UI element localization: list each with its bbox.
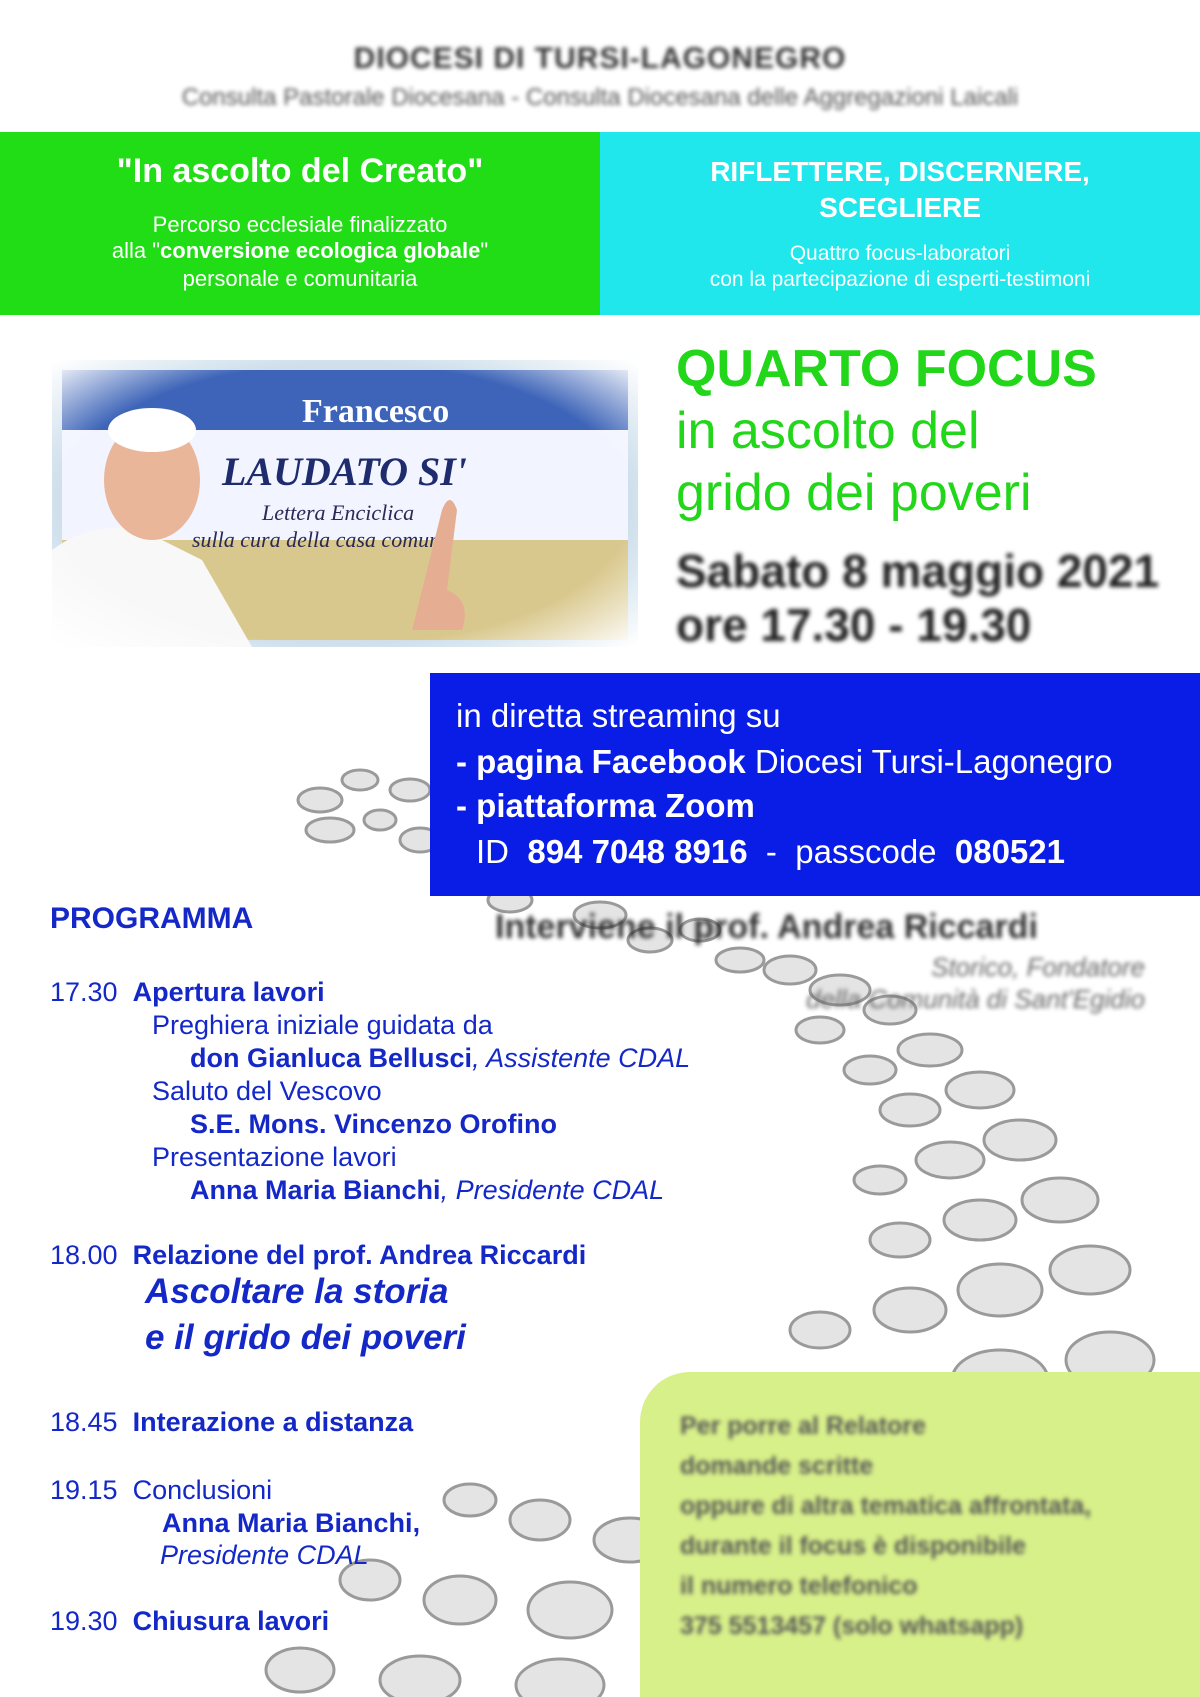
program-person: S.E. Mons. Vincenzo Orofino [190, 1109, 558, 1139]
focus-title-line3: grido dei poveri [676, 464, 1032, 522]
green-box-line2-post: " [480, 238, 489, 263]
speaker-name: Interviene il prof. Andrea Riccardi [495, 908, 1038, 946]
program-person [162, 1508, 420, 1539]
program-title: Relazione del prof. Andrea Riccardi [132, 1240, 587, 1270]
program-item-1915 [50, 1475, 272, 1506]
cyan-box-title1: RIFLETTERE, DISCERNERE, [710, 156, 1090, 187]
streaming-info-box [430, 673, 1200, 896]
streaming-zoom: - piattaforma Zoom [456, 787, 755, 824]
streaming-intro: in diretta streaming su [456, 697, 781, 734]
note-line: il numero telefonico [680, 1572, 918, 1600]
program-item-1845 [50, 1407, 413, 1438]
program-item-1930 [50, 1606, 329, 1637]
green-box-title: "In ascolto del Creato" [116, 152, 484, 190]
note-line: durante il focus è disponibile [680, 1532, 1026, 1560]
green-box-line2 [0, 238, 600, 264]
zoom-passcode-label: passcode [795, 833, 937, 870]
facebook-page-name: Diocesi Tursi-Lagonegro [754, 743, 1113, 780]
program-person [190, 1175, 664, 1206]
talk-title-line1: Ascoltare la storia [145, 1272, 449, 1311]
green-box-line2-pre: alla " [111, 238, 161, 263]
focus-title-line1: QUARTO FOCUS [676, 340, 1097, 398]
note-line: domande scritte [680, 1452, 874, 1480]
program-title: Conclusioni [132, 1475, 273, 1505]
program-title: Apertura lavori [132, 977, 325, 1007]
streaming-facebook [456, 743, 1113, 781]
program-time: 17.30 [50, 977, 118, 1007]
person-name: Anna Maria Bianchi [162, 1508, 413, 1538]
cyan-intro-box [600, 132, 1200, 315]
program-title: Interazione a distanza [132, 1407, 414, 1437]
cyan-box-line2: con la partecipazione di esperti-testimoni [709, 268, 1091, 291]
note-line: oppure di altra tematica affrontata, [680, 1492, 1092, 1520]
speaker-role1: Storico, Fondatore [931, 952, 1145, 982]
green-box-line1: Percorso ecclesiale finalizzato [152, 212, 448, 237]
program-line: Preghiera iniziale guidata da [152, 1010, 493, 1040]
programma-heading: PROGRAMMA [50, 902, 254, 935]
person-name: don Gianluca Bellusci [190, 1043, 473, 1073]
speaker-role2: della Comunità di Sant'Egidio [806, 984, 1145, 1014]
program-time: 18.45 [50, 1407, 118, 1437]
program-time: 19.15 [50, 1475, 118, 1505]
talk-title-line2: e il grido dei poveri [145, 1318, 466, 1357]
note-phone-line: 375 5513457 (solo whatsapp) [680, 1612, 1024, 1640]
zoom-id-value: 894 7048 8916 [527, 833, 748, 870]
zoom-credentials [476, 833, 1065, 871]
green-intro-box [0, 132, 600, 315]
person-name: Anna Maria Bianchi [190, 1175, 441, 1205]
diocese-name: DIOCESI DI TURSI-LAGONEGRO [353, 42, 847, 75]
zoom-id-label: ID [476, 833, 509, 870]
person-role: , [412, 1508, 421, 1538]
program-item-1730 [50, 977, 325, 1008]
program-person [190, 1043, 690, 1074]
facebook-label: - pagina Facebook [456, 743, 746, 780]
cyan-box-title [600, 154, 1200, 226]
program-item-1800 [50, 1240, 586, 1271]
focus-title-line2: in ascolto del [676, 402, 980, 460]
program-line: Presentazione lavori [152, 1142, 397, 1172]
event-time: ore 17.30 - 19.30 [676, 599, 1032, 651]
person-role: , Presidente CDAL [440, 1175, 665, 1205]
contact-note-box [640, 1372, 1200, 1697]
program-time: 18.00 [50, 1240, 118, 1270]
zoom-passcode-value: 080521 [954, 833, 1065, 870]
person-role: , Assistente CDAL [472, 1043, 691, 1073]
green-box-line3: personale e comunitaria [182, 266, 418, 291]
pope-francis-laudato-si-photo [52, 360, 638, 647]
program-person-role: Presidente CDAL [160, 1540, 369, 1570]
diocese-subtitle: Consulta Pastorale Diocesana - Consulta Diocesana delle Aggregazioni Laicali [181, 84, 1019, 111]
cyan-box-title2: SCEGLIERE [819, 192, 981, 223]
program-time: 19.30 [50, 1606, 118, 1636]
note-line: Per porre al Relatore [680, 1412, 926, 1440]
event-date: Sabato 8 maggio 2021 [676, 545, 1160, 597]
cyan-box-line1: Quattro focus-laboratori [789, 242, 1011, 265]
program-title: Chiusura lavori [132, 1606, 330, 1636]
zoom-separator: - [765, 833, 777, 870]
program-line: Saluto del Vescovo [152, 1076, 382, 1106]
green-box-line2-bold: conversione ecologica globale [160, 238, 481, 263]
